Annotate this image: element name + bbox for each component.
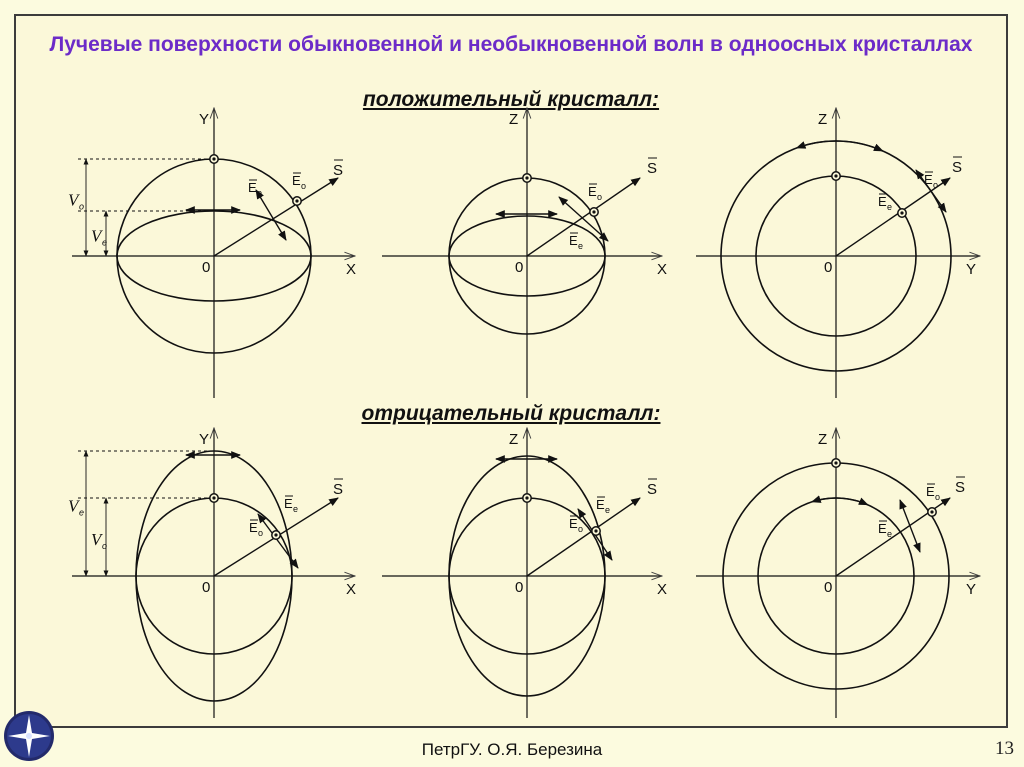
ray-intersection-center <box>930 510 933 513</box>
v-letter: V <box>68 496 79 516</box>
v-subscript: e <box>79 507 85 518</box>
s-ray-vector <box>527 498 640 576</box>
vector-letter: S <box>647 160 658 177</box>
ray-intersection-center <box>212 157 215 160</box>
v-subscript: o <box>79 201 85 212</box>
horizontal-axis-label: Y <box>966 261 977 278</box>
vector-subscript: o <box>258 528 264 538</box>
velocity-dimension-markers <box>68 159 210 256</box>
vector-subscript: o <box>301 181 307 191</box>
vector-subscript: e <box>257 188 263 198</box>
vector-letter: E <box>569 516 578 531</box>
vector-letter: E <box>878 194 887 209</box>
s-vector-label <box>333 479 343 498</box>
ray-surface-diagram-2 <box>382 108 667 398</box>
vector-letter: E <box>249 520 258 535</box>
ray-intersection-center <box>212 496 215 499</box>
positive-crystal-label: положительный кристалл: <box>362 88 660 111</box>
ray-surface-diagram-4 <box>68 428 356 718</box>
page-number: 13 <box>995 738 1014 759</box>
vector-letter: S <box>333 481 344 498</box>
ray-intersection-center <box>295 199 298 202</box>
footer-author: ПетрГУ. О.Я. Березина <box>421 740 603 759</box>
e-extraordinary-label <box>878 521 892 539</box>
origin-label: 0 <box>824 259 833 276</box>
vector-subscript: o <box>933 180 939 190</box>
v-letter: V <box>68 190 79 210</box>
ray-intersection-center <box>525 176 528 179</box>
vector-letter: E <box>924 172 933 187</box>
horizontal-axis-label: X <box>657 581 668 598</box>
vector-subscript: o <box>935 492 941 502</box>
polarization-arc-arrow <box>812 498 868 505</box>
e-extraordinary-label <box>569 233 583 251</box>
vector-letter: E <box>248 180 257 195</box>
ray-surface-diagram-5 <box>382 428 667 718</box>
vector-letter: S <box>955 479 966 496</box>
ray-surface-diagram-1 <box>68 108 356 398</box>
vector-letter: S <box>333 162 344 179</box>
slide-title: Лучевые поверхности обыкновенной и необыкновенной волн в одноосных кристаллах <box>49 33 973 56</box>
e-ordinary-label <box>926 484 940 502</box>
vector-letter: S <box>952 159 963 176</box>
e-extraordinary-label <box>596 497 610 515</box>
v-subscript: e <box>102 237 108 248</box>
e-field-double-arrow <box>559 197 608 241</box>
vector-letter: E <box>292 173 301 188</box>
v-subscript: o <box>102 541 108 551</box>
ray-intersection-center <box>592 210 595 213</box>
ray-intersection-center <box>834 461 837 464</box>
v-inner-label <box>91 227 107 248</box>
vector-letter: E <box>284 496 293 511</box>
vertical-axis-label: Z <box>509 111 519 128</box>
horizontal-axis-label: X <box>346 581 357 598</box>
vector-subscript: o <box>578 524 584 534</box>
e-ordinary-label <box>588 184 602 202</box>
ray-intersection-center <box>525 496 528 499</box>
origin-label: 0 <box>202 259 211 276</box>
vector-letter: S <box>647 481 658 498</box>
origin-label: 0 <box>515 259 524 276</box>
e-extraordinary-label <box>248 180 262 198</box>
s-vector-label <box>955 477 965 496</box>
ray-surface-diagram-3 <box>696 108 980 398</box>
vector-subscript: e <box>578 241 584 251</box>
s-vector-label <box>647 479 657 498</box>
v-letter: V <box>91 530 102 549</box>
e-ordinary-label <box>924 172 938 190</box>
s-vector-label <box>647 158 657 177</box>
vector-letter: E <box>596 497 605 512</box>
ray-intersection-center <box>594 529 597 532</box>
s-vector-label <box>952 157 962 176</box>
horizontal-axis-label: Y <box>966 581 977 598</box>
vector-subscript: e <box>605 505 611 515</box>
vertical-axis-label: Z <box>509 431 519 448</box>
e-field-double-arrow <box>258 514 298 568</box>
origin-label: 0 <box>202 579 211 596</box>
vector-subscript: o <box>597 192 603 202</box>
polarization-arc-arrow <box>797 141 883 151</box>
e-ordinary-label <box>292 173 306 191</box>
vector-letter: E <box>926 484 935 499</box>
vector-letter: E <box>588 184 597 199</box>
ray-intersection-center <box>274 533 277 536</box>
e-extraordinary-label <box>284 496 298 514</box>
horizontal-axis-label: X <box>657 261 668 278</box>
vertical-axis-label: Z <box>818 111 828 128</box>
vertical-axis-label: Y <box>199 431 210 448</box>
petrgu-star-logo-icon <box>3 710 55 762</box>
origin-label: 0 <box>824 579 833 596</box>
e-field-double-arrow <box>900 500 920 552</box>
vector-subscript: e <box>293 504 299 514</box>
v-inner-label <box>91 530 107 551</box>
vector-letter: E <box>569 233 578 248</box>
v-outer-label <box>68 191 84 212</box>
ray-surface-diagram-6 <box>696 428 980 718</box>
ray-intersection-center <box>900 211 903 214</box>
vector-letter: E <box>878 521 887 536</box>
origin-label: 0 <box>515 579 524 596</box>
horizontal-axis-label: X <box>346 261 357 278</box>
v-outer-label <box>68 497 84 518</box>
ray-intersection-center <box>834 174 837 177</box>
vertical-axis-label: Y <box>199 111 210 128</box>
vector-subscript: e <box>887 202 893 212</box>
v-letter: V <box>91 226 102 246</box>
s-vector-label <box>333 160 343 179</box>
vector-subscript: e <box>887 529 893 539</box>
vertical-axis-label: Z <box>818 431 828 448</box>
e-ordinary-label <box>249 520 263 538</box>
ray-surfaces-diagram <box>14 14 1008 728</box>
s-ray-vector <box>214 178 338 256</box>
negative-crystal-label: отрицательный кристалл: <box>361 402 661 425</box>
